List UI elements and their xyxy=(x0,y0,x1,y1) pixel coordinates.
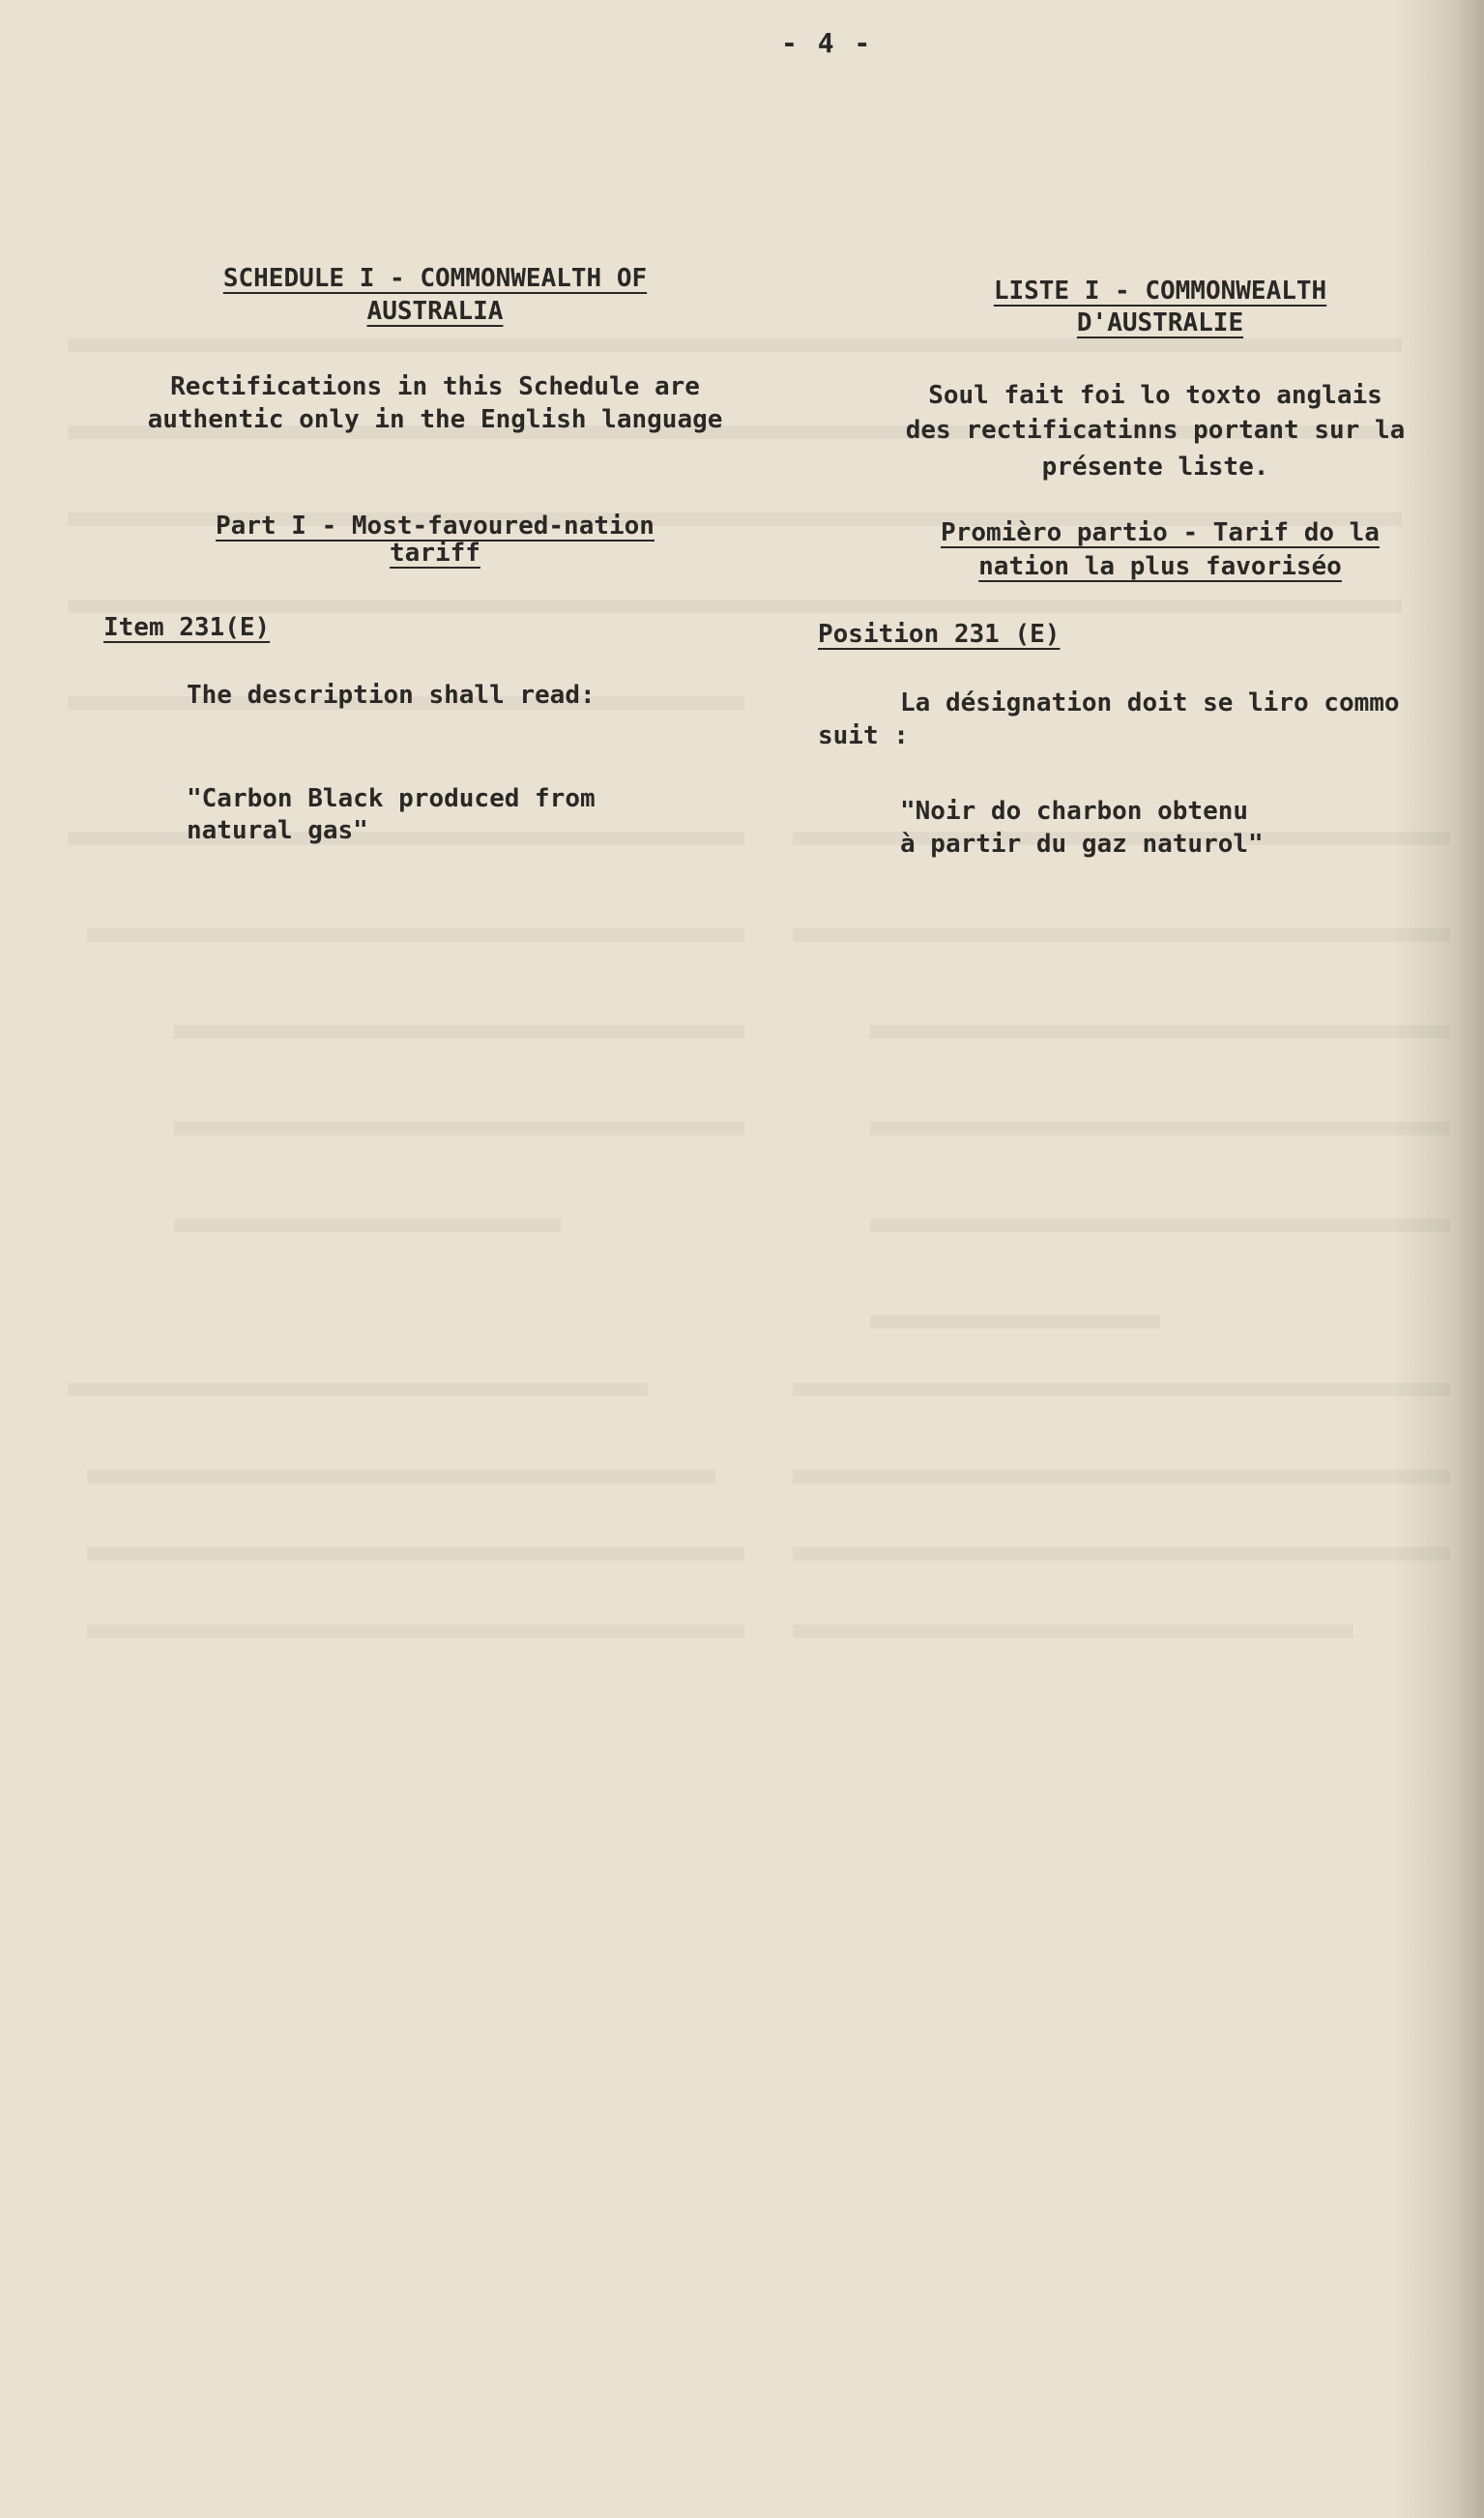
right-authenticity-line3: présente liste. xyxy=(1041,453,1269,482)
left-schedule-title-line1: SCHEDULE I - COMMONWEALTH OF xyxy=(222,264,648,293)
left-instruction: The description shall read: xyxy=(187,681,596,710)
right-part-heading-line2: nation la plus favoriséo xyxy=(978,552,1342,581)
right-part-heading-line1: Promièro partio - Tarif do la xyxy=(941,518,1380,547)
right-description-line1: "Noir do charbon obtenu xyxy=(900,797,1249,826)
page-number: - 4 - xyxy=(781,27,873,59)
right-authenticity-line1: Soul fait foi lo toxto anglais xyxy=(928,381,1382,410)
right-schedule-title-line2: D'AUSTRALIE xyxy=(1076,308,1244,337)
left-part-heading-line2: tariff xyxy=(390,539,480,568)
left-part-heading-line1: Part I - Most-favoured-nation xyxy=(216,512,655,541)
left-description-line1: "Carbon Black produced from xyxy=(187,784,596,813)
left-authenticity-line2: authentic only in the English language xyxy=(147,405,723,434)
left-schedule-title-line2: AUSTRALIA xyxy=(366,297,504,326)
right-item-label: Position 231 (E) xyxy=(818,620,1061,649)
left-description-line2: natural gas" xyxy=(187,816,368,845)
right-instruction-line1: La désignation doit se liro commo xyxy=(900,688,1400,717)
left-authenticity-line1: Rectifications in this Schedule are xyxy=(170,372,700,401)
left-item-label: Item 231(E) xyxy=(103,613,271,642)
right-schedule-title-line1: LISTE I - COMMONWEALTH xyxy=(993,277,1327,306)
right-description-line2: à partir du gaz naturol" xyxy=(900,830,1264,859)
right-instruction-line2: suit : xyxy=(818,721,909,750)
right-authenticity-line2: des rectificatinns portant sur la xyxy=(905,416,1406,445)
